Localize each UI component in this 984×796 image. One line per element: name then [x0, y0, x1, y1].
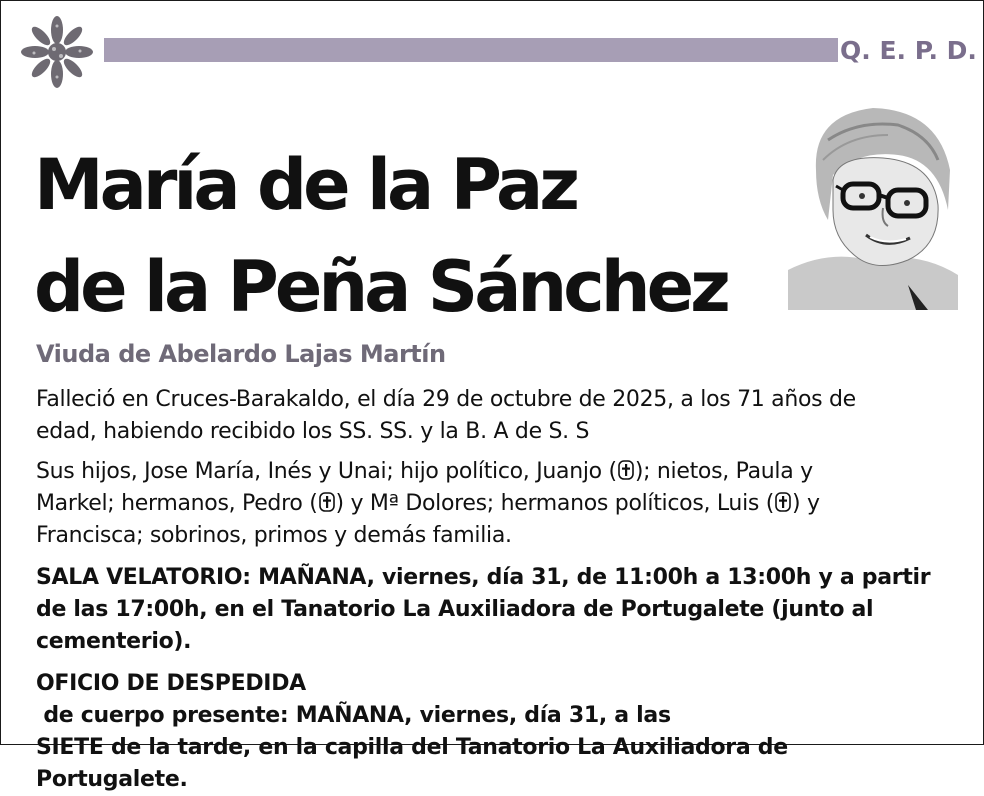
- family-line-3: Francisca; sobrinos, primos y demás familia.: [36, 523, 512, 548]
- family-line-1: [36, 456, 936, 488]
- name-line-1: María de la Paz: [34, 144, 576, 226]
- header-bar: [104, 38, 838, 62]
- death-notice-line-2: edad, habiendo recibido los SS. SS. y la B. A de S. S: [36, 419, 590, 444]
- cross-icon: [318, 491, 336, 513]
- wake-line-3: cementerio).: [36, 629, 192, 654]
- death-notice-paragraph: [36, 384, 936, 448]
- name-line-2: de la Peña Sánchez: [34, 246, 727, 328]
- service-line-2: SIETE de la tarde, en la capilla del Tanatorio La Auxiliadora de Portugalete.: [36, 735, 788, 792]
- cross-icon: [617, 459, 635, 481]
- widow-subtitle: Viuda de Abelardo Lajas Martín: [36, 340, 446, 368]
- service-heading: OFICIO DE DESPEDIDA: [36, 671, 306, 696]
- family-paragraph: [36, 456, 936, 552]
- family-line-2: [36, 488, 936, 520]
- wake-line-2: de las 17:00h, en el Tanatorio La Auxiliadora de Portugalete (junto al: [36, 597, 874, 622]
- qepd-label: Q. E. P. D.: [840, 36, 977, 65]
- service-text: de cuerpo presente: MAÑANA, viernes, día 31, a las: [36, 703, 671, 728]
- family-text: Markel; hermanos, Pedro (: [36, 491, 318, 516]
- wake-line-1: SALA VELATORIO: MAÑANA, viernes, día 31, de 11:00h a 13:00h y a partir: [36, 565, 931, 590]
- family-text: ) y: [792, 491, 820, 516]
- flower-icon: [14, 12, 100, 92]
- portrait-photo: [788, 100, 958, 310]
- family-text: ) y Mª Dolores; hermanos políticos, Luis (: [335, 491, 775, 516]
- death-notice-line-1: Falleció en Cruces-Barakaldo, el día 29 de octubre de 2025, a los 71 años de: [36, 387, 856, 412]
- service-paragraph: [36, 668, 936, 796]
- wake-paragraph: [36, 562, 936, 658]
- service-line-1: [36, 668, 936, 732]
- deceased-name: [34, 134, 754, 338]
- family-text: ); nietos, Paula y: [634, 459, 813, 484]
- cross-icon: [774, 491, 792, 513]
- family-text: Sus hijos, Jose María, Inés y Unai; hijo político, Juanjo (: [36, 459, 617, 484]
